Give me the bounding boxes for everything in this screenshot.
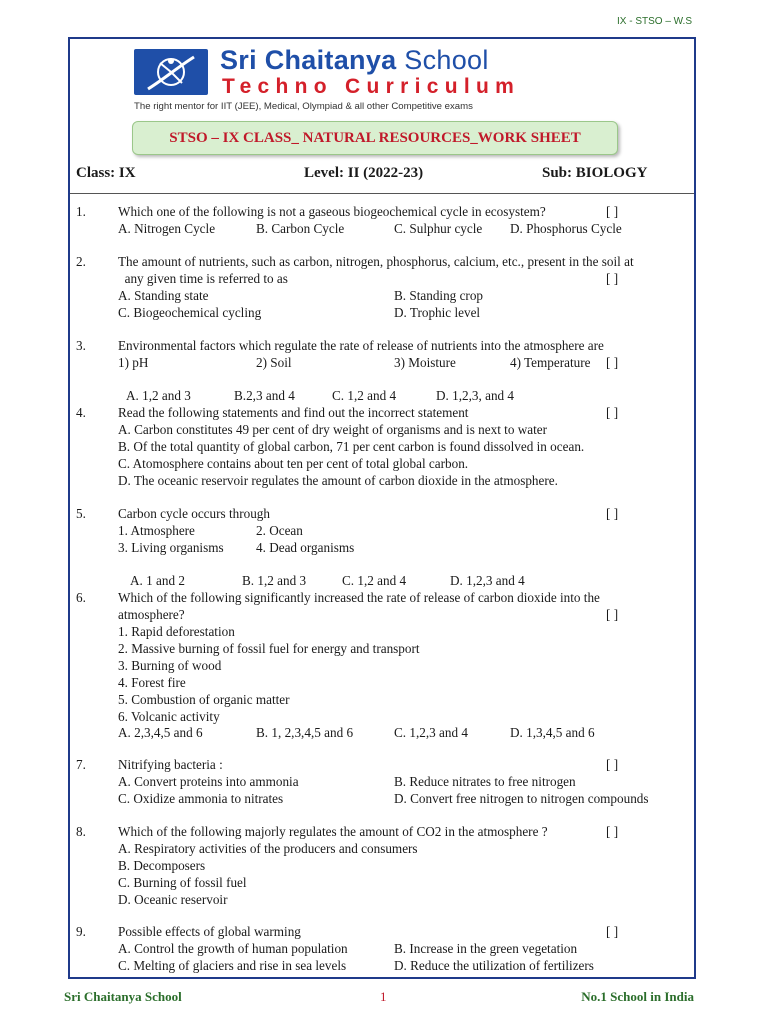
option-b: B. Carbon Cycle [256, 221, 345, 236]
statement-c: C. Atomosphere contains about ten per cent of total global carbon. [118, 456, 469, 471]
curriculum-name: Techno Curriculum [222, 75, 521, 98]
option-d: D. Reduce the utilization of fertilizers [394, 958, 594, 973]
worksheet-title: STSO – IX CLASS_ NATURAL RESOURCES_WORK SHEET [132, 121, 618, 155]
answer-bracket[interactable]: [ ] [606, 405, 619, 420]
option-c: C. Burning of fossil fuel [118, 875, 247, 890]
option-d: D. Trophic level [394, 305, 481, 320]
factor-4: 4) Temperature [510, 355, 591, 370]
header-doc-code: IX - STSO – W.S [616, 16, 692, 27]
question-number: 2. [76, 254, 86, 269]
option-a: A. 2,3,4,5 and 6 [118, 725, 203, 740]
level-label: Level: II (2022-23) [304, 165, 424, 181]
option-d: D. 1,3,4,5 and 6 [510, 725, 595, 740]
option-d: D. 1,2,3 and 4 [450, 573, 525, 588]
footer-slogan: No.1 School in India [581, 989, 694, 1004]
answer-bracket[interactable]: [ ] [606, 271, 619, 286]
option-d: D. 1,2,3, and 4 [436, 388, 515, 403]
question-number: 8. [76, 824, 86, 839]
option-b: B. Increase in the green vegetation [394, 941, 578, 956]
question-text-cont: any given time is referred to as [118, 271, 288, 286]
option-c: C. 1,2,3 and 4 [394, 725, 468, 740]
item-1: 1. Atmosphere [118, 523, 195, 538]
item-3: 3. Burning of wood [118, 658, 222, 673]
option-d: D. Oceanic reservoir [118, 892, 228, 907]
option-a: A. 1,2 and 3 [126, 388, 191, 403]
item-2: 2. Ocean [256, 523, 303, 538]
answer-bracket[interactable]: [ ] [606, 607, 619, 622]
option-a: A. Convert proteins into ammonia [118, 774, 299, 789]
page-number: 1 [380, 989, 387, 1004]
question-text: Read the following statements and find out the incorrect statement [118, 405, 469, 420]
answer-bracket[interactable]: [ ] [606, 506, 619, 521]
item-4: 4. Dead organisms [256, 540, 355, 555]
footer-school-name: Sri Chaitanya School [64, 989, 182, 1004]
worksheet-meta-row [70, 163, 694, 193]
question-text: Environmental factors which regulate the rate of release of nutrients into the atmosphere are [118, 338, 604, 353]
subject-label: Sub: BIOLOGY [542, 165, 648, 181]
option-d: D. Phosphorus Cycle [510, 221, 622, 236]
question-number: 5. [76, 506, 86, 521]
option-c: C. Melting of glaciers and rise in sea levels [118, 958, 347, 973]
option-c: C. Biogeochemical cycling [118, 305, 262, 320]
school-logo-header [134, 47, 634, 111]
question-text: Which of the following majorly regulates the amount of CO2 in the atmosphere ? [118, 824, 548, 839]
school-name: Sri Chaitanya School [220, 45, 489, 75]
question-text: Which of the following significantly increased the rate of release of carbon dioxide into the [118, 590, 600, 605]
statement-d: D. The oceanic reservoir regulates the amount of carbon dioxide in the atmosphere. [118, 473, 558, 488]
question-number: 7. [76, 757, 86, 772]
school-tagline: The right mentor for IIT (JEE), Medical, Olympiad & all other Competitive exams [134, 101, 473, 112]
question-text-cont: atmosphere? [118, 607, 185, 622]
option-b: B. Decomposers [118, 858, 206, 873]
item-4: 4. Forest fire [118, 675, 186, 690]
option-a: A. Respiratory activities of the producers and consumers [118, 841, 418, 856]
option-c: C. 1,2 and 4 [332, 388, 397, 403]
option-c: C. 1,2 and 4 [342, 573, 407, 588]
question-text: The amount of nutrients, such as carbon, nitrogen, phosphorus, calcium, etc., present in the soil at [118, 254, 634, 269]
option-b: B. Standing crop [394, 288, 484, 303]
option-b: B. 1,2 and 3 [242, 573, 307, 588]
factor-3: 3) Moisture [394, 355, 456, 370]
question-number: 1. [76, 204, 86, 219]
statement-a: A. Carbon constitutes 49 per cent of dry weight of organisms and is next to water [118, 422, 547, 437]
class-label: Class: IX [76, 165, 136, 181]
answer-bracket[interactable]: [ ] [606, 355, 619, 370]
option-a: A. Standing state [118, 288, 209, 303]
item-2: 2. Massive burning of fossil fuel for energy and transport [118, 641, 420, 656]
option-d: D. Convert free nitrogen to nitrogen compounds [394, 791, 649, 806]
question-text: Nitrifying bacteria : [118, 757, 223, 772]
question-number: 6. [76, 590, 86, 605]
page-footer [0, 989, 768, 1009]
header-divider [70, 193, 694, 194]
answer-bracket[interactable]: [ ] [606, 924, 619, 939]
question-number: 3. [76, 338, 86, 353]
option-a: A. Nitrogen Cycle [118, 221, 216, 236]
answer-bracket[interactable]: [ ] [606, 824, 619, 839]
option-c: C. Oxidize ammonia to nitrates [118, 791, 284, 806]
school-logo-icon [134, 49, 208, 95]
item-5: 5. Combustion of organic matter [118, 692, 290, 707]
answer-bracket[interactable]: [ ] [606, 757, 619, 772]
option-b: B. Reduce nitrates to free nitrogen [394, 774, 576, 789]
item-1: 1. Rapid deforestation [118, 624, 235, 639]
statement-b: B. Of the total quantity of global carbon, 71 per cent carbon is found dissolved in ocean. [118, 439, 585, 454]
factor-1: 1) pH [118, 355, 149, 370]
question-number: 9. [76, 924, 86, 939]
option-b: B.2,3 and 4 [234, 388, 295, 403]
option-b: B. 1, 2,3,4,5 and 6 [256, 725, 354, 740]
item-6: 6. Volcanic activity [118, 709, 220, 724]
worksheet-frame [68, 37, 696, 979]
factor-2: 2) Soil [256, 355, 292, 370]
question-text: Possible effects of global warming [118, 924, 301, 939]
option-a: A. Control the growth of human population [118, 941, 348, 956]
option-c: C. Sulphur cycle [394, 221, 483, 236]
question-text: Carbon cycle occurs through [118, 506, 270, 521]
question-text: Which one of the following is not a gaseous biogeochemical cycle in ecosystem? [118, 204, 546, 219]
answer-bracket[interactable]: [ ] [606, 204, 619, 219]
option-a: A. 1 and 2 [130, 573, 185, 588]
item-3: 3. Living organisms [118, 540, 224, 555]
question-number: 4. [76, 405, 86, 420]
